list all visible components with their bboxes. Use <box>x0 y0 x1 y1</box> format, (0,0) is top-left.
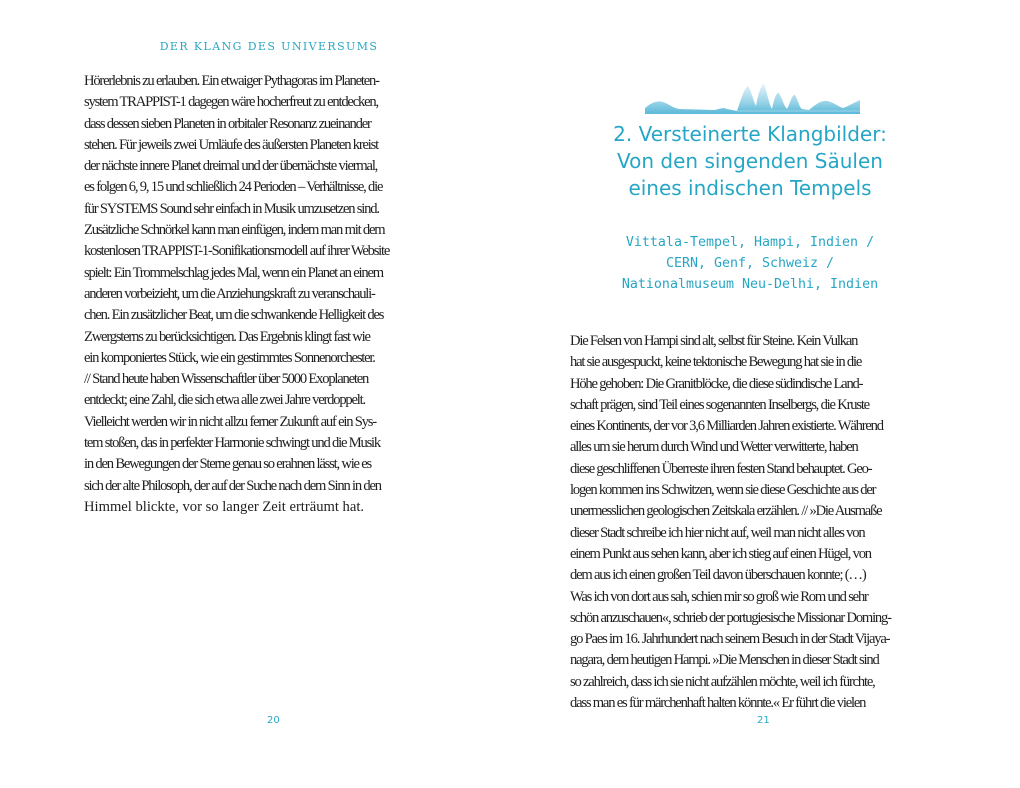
text-line: für SYSTEMS Sound sehr einfach in Musik umzusetzen sind. <box>84 200 379 217</box>
right-body-text <box>570 331 938 714</box>
text-line: system TRAPPIST-1 dagegen wäre hocherfreut zu entdecken, <box>84 94 378 111</box>
text-line: unermesslichen geologischen Zeitskala erzählen. // »Die Ausmaße <box>570 503 882 520</box>
text-line: der nächste innere Planet dreimal und der übernächste viermal, <box>84 158 378 175</box>
text-line: ein komponiertes Stück, wie ein gestimmtes Sonnenorchester. <box>84 349 375 366</box>
text-line: Himmel blickte, vor so langer Zeit erträumt hat. <box>84 498 365 515</box>
text-line: anderen vorbeizieht, um die Anziehungskraft zu veranschauli- <box>84 285 375 302</box>
page-number: 21 <box>757 715 770 726</box>
text-line: alles um sie herum durch Wind und Wetter verwitterte, haben <box>570 439 858 456</box>
text-line: in den Bewegungen der Sterne genau so erahnen lässt, wie es <box>84 456 372 473</box>
text-line: so zahlreich, dass ich sie nicht aufzählen möchte, weil ich fürchte, <box>570 673 875 690</box>
location-line: Nationalmuseum Neu-Delhi, Indien <box>621 277 879 292</box>
sound-wave-ornament <box>645 80 860 120</box>
chapter-title <box>550 121 950 202</box>
text-line: Höhe gehoben: Die Granitblöcke, die diese südindische Land- <box>570 375 863 392</box>
text-line: dass dessen sieben Planeten in orbitaler Resonanz zueinander <box>84 115 371 132</box>
text-line: // Stand heute haben Wissenschaftler über 5000 Exoplaneten <box>84 371 369 388</box>
text-line: es folgen 6, 9, 15 und schließlich 24 Perioden – Verhältnisse, die <box>84 179 383 196</box>
text-line: sich der alte Philosoph, der auf der Suche nach dem Sinn in den <box>84 477 381 494</box>
chapter-locations <box>550 232 950 295</box>
text-line: nagara, dem heutigen Hampi. »Die Menschen in dieser Stadt sind <box>570 652 879 669</box>
text-line: eines Kontinents, der vor 3,6 Milliarden Jahren existierte. Während <box>570 418 883 435</box>
text-line: tem stoßen, das in perfekter Harmonie schwingt und die Musik <box>84 435 381 452</box>
text-line: schön anzuschauen«, schrieb der portugiesische Missionar Doming- <box>570 609 891 626</box>
text-line: einem Punkt aus sehen kann, aber ich stieg auf einen Hügel, von <box>570 545 871 562</box>
location-line: Vittala-Tempel, Hampi, Indien / <box>625 235 875 250</box>
text-line: dem aus ich einen großen Teil davon überschauen konnte; (…) <box>570 567 866 584</box>
text-line: stehen. Für jeweils zwei Umläufe des äußersten Planeten kreist <box>84 136 378 153</box>
running-head: DER KLANG DES UNIVERSUMS <box>159 40 379 53</box>
location-line: CERN, Genf, Schweiz / <box>665 256 835 271</box>
left-body-text <box>84 71 456 518</box>
text-line: Zusätzliche Schnörkel kann man einfügen, indem man mit dem <box>84 222 385 239</box>
text-line: hat sie ausgespuckt, keine tektonische Bewegung hat sie in die <box>570 354 862 371</box>
text-line: spielt: Ein Trommelschlag jedes Mal, wenn ein Planet an einem <box>84 264 383 281</box>
text-line: kostenlosen TRAPPIST-1-Sonifikationsmodell auf ihrer Website <box>84 243 390 260</box>
text-line: Die Felsen von Hampi sind alt, selbst für Steine. Kein Vulkan <box>570 333 858 349</box>
text-line: Vielleicht werden wir in nicht allzu ferner Zukunft auf ein Sys- <box>84 413 376 430</box>
text-line: dieser Stadt schreibe ich hier nicht auf, weil man nicht alles von <box>570 524 865 541</box>
text-line: Zwergsterns zu berücksichtigen. Das Ergebnis klingt fast wie <box>84 328 370 345</box>
text-line: dass man es für märchenhaft halten könnte.« Er führt die vielen <box>570 695 866 712</box>
text-line: diese geschliffenen Überreste ihren festen Stand behauptet. Geo- <box>570 460 872 477</box>
page-number: 20 <box>267 715 280 726</box>
chapter-title-line: 2. Versteinerte Klangbilder: <box>613 122 887 146</box>
text-line: schaft prägen, sind Teil eines sogenannten Inselbergs, die Kruste <box>570 396 869 413</box>
text-line: entdeckt; eine Zahl, die sich etwa alle zwei Jahre verdoppelt. <box>84 392 365 409</box>
text-line: Was ich von dort aus sah, schien mir so groß wie Rom und sehr <box>570 588 868 605</box>
chapter-title-line: eines indischen Tempels <box>628 176 872 200</box>
chapter-title-line: Von den singenden Säulen <box>617 149 883 173</box>
text-line: Hörerlebnis zu erlauben. Ein etwaiger Pythagoras im Planeten- <box>84 73 379 89</box>
text-line: go Paes im 16. Jahrhundert nach seinem Besuch in der Stadt Vijaya- <box>570 631 890 648</box>
text-line: logen kommen ins Schwitzen, wenn sie diese Geschichte aus der <box>570 482 876 499</box>
text-line: chen. Ein zusätzlicher Beat, um die schwankende Helligkeit des <box>84 307 384 324</box>
